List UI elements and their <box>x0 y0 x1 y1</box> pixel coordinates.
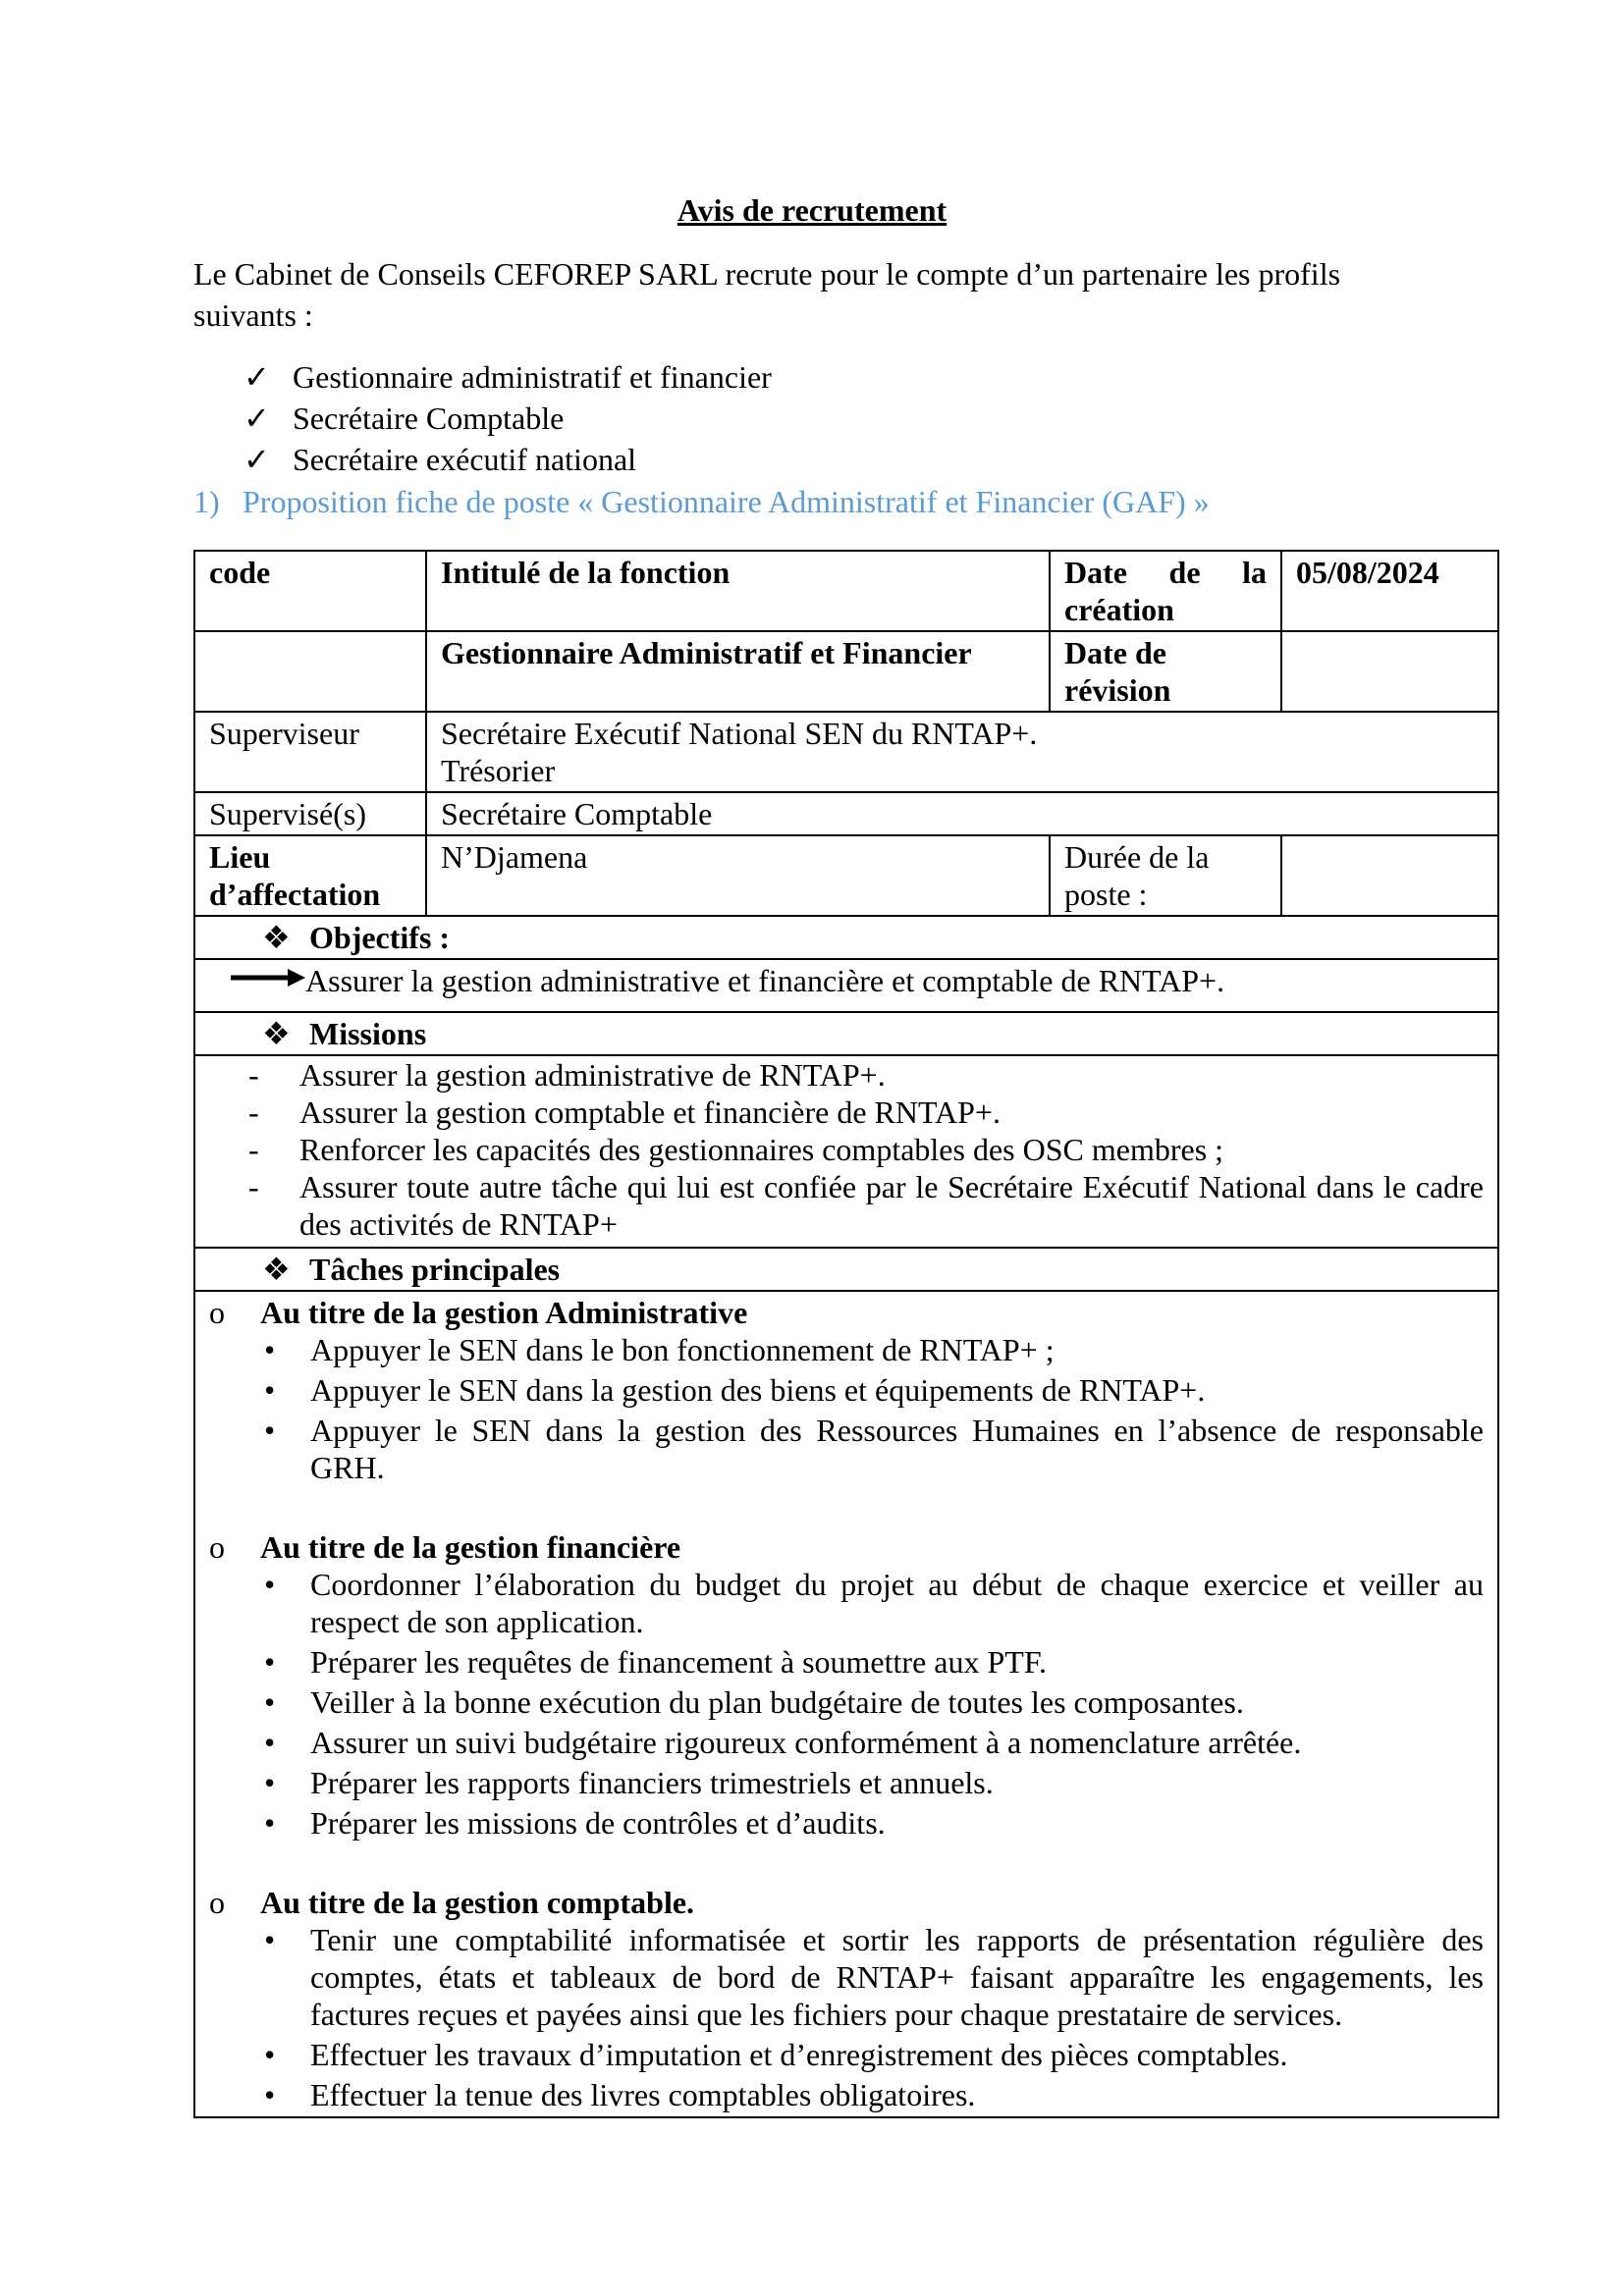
objectif-cell <box>194 959 1498 1012</box>
list-item: • Appuyer le SEN dans la gestion des biens et équipements de RNTAP+. <box>264 1372 1206 1408</box>
intro-paragraph: Le Cabinet de Conseils CEFOREP SARL recrute pour le compte d’un partenaire les profils suivants : <box>193 256 1341 333</box>
section-number: 1) <box>193 484 220 519</box>
section-text: Proposition fiche de poste « Gestionnaire Administratif et Financier (GAF) » <box>243 484 1210 519</box>
table-row <box>194 631 1498 712</box>
diamond-bullet-icon: ❖ <box>262 1252 291 1287</box>
list-item: - Assurer la gestion comptable et financière de RNTAP+. <box>248 1095 1001 1130</box>
table-row <box>194 1055 1498 1248</box>
task-list <box>195 1921 1497 2113</box>
table-row <box>194 1291 1498 2117</box>
supervises-value: Secrétaire Comptable <box>426 792 1498 835</box>
profile-item: ✓ Gestionnaire administratif et financier <box>244 356 772 398</box>
superviseur-label: Superviseur <box>194 712 426 792</box>
lieu-label: Lieu d’affectation <box>194 835 426 916</box>
task-list <box>195 1331 1497 1486</box>
table-row <box>194 792 1498 835</box>
table-row <box>194 1248 1498 1291</box>
table-row <box>194 835 1498 916</box>
list-item: • Effectuer les travaux d’imputation et d’enregistrement des pièces comptables. <box>264 2037 1288 2072</box>
list-item: - Assurer toute autre tâche qui lui est confiée par le Secrétaire Exécutif National dans le cadre des activités de RNTAP+ <box>248 1169 1484 1242</box>
objectif-text: Assurer la gestion administrative et financière et comptable de RNTAP+. <box>305 963 1225 998</box>
checkmark-icon: ✓ <box>244 442 270 477</box>
arrow-right-icon <box>231 967 305 988</box>
list-item: • Assurer un suivi budgétaire rigoureux conformément à a nomenclature arrêtée. <box>264 1725 1302 1760</box>
code-label: code <box>194 551 426 631</box>
intitule-value: Gestionnaire Administratif et Financier <box>426 631 1050 712</box>
table-row <box>194 959 1498 1012</box>
list-item: - Assurer la gestion administrative de RNTAP+. <box>248 1057 886 1093</box>
supervises-label: Supervisé(s) <box>194 792 426 835</box>
lieu-value: N’Djamena <box>426 835 1050 916</box>
missions-heading: ❖ Missions <box>194 1012 1498 1055</box>
task-list <box>195 1566 1497 1842</box>
table-row <box>194 1012 1498 1055</box>
duree-value <box>1281 835 1498 916</box>
profiles-list <box>244 356 772 480</box>
objectifs-heading: ❖ Objectifs : <box>194 916 1498 959</box>
code-value <box>194 631 426 712</box>
list-item: • Préparer les missions de contrôles et d’audits. <box>264 1805 886 1841</box>
list-item: • Préparer les requêtes de financement à soumettre aux PTF. <box>264 1644 1048 1680</box>
checkmark-icon: ✓ <box>244 359 270 395</box>
date-revision-label: Date de révision <box>1050 631 1281 712</box>
duree-label: Durée de la poste : <box>1050 835 1281 916</box>
list-item: • Appuyer le SEN dans la gestion des Ressources Humaines en l’absence de responsable GRH. <box>264 1413 1484 1485</box>
job-description-table <box>193 550 1499 2118</box>
missions-cell <box>194 1055 1498 1248</box>
group-title: o Au titre de la gestion Administrative <box>209 1295 748 1330</box>
list-item: • Tenir une comptabilité informatisée et sortir les rapports de présentation régulière des comptes, états et tableaux de bord de RNTAP+ faisant apparaître les engagements, les factures reçues et payées ainsi que les fichiers pour chaque prestataire de services. <box>264 1922 1484 2032</box>
list-item: - Renforcer les capacités des gestionnaires comptables des OSC membres ; <box>248 1132 1224 1167</box>
document-title: Avis de recrutement <box>677 192 947 228</box>
table-row <box>194 712 1498 792</box>
taches-cell <box>194 1291 1498 2117</box>
diamond-bullet-icon: ❖ <box>262 920 291 955</box>
group-title: o Au titre de la gestion comptable. <box>209 1885 695 1920</box>
missions-list <box>195 1056 1497 1247</box>
date-revision-value <box>1281 631 1498 712</box>
checkmark-icon: ✓ <box>244 400 270 436</box>
diamond-bullet-icon: ❖ <box>262 1016 291 1051</box>
list-item: • Effectuer la tenue des livres comptables obligatoires. <box>264 2077 976 2112</box>
date-creation-label: Date de la création <box>1050 551 1281 631</box>
intitule-label: Intitulé de la fonction <box>426 551 1050 631</box>
table-row <box>194 916 1498 959</box>
section-heading <box>193 481 1210 522</box>
date-creation-value: 05/08/2024 <box>1281 551 1498 631</box>
list-item: • Appuyer le SEN dans le bon fonctionnement de RNTAP+ ; <box>264 1332 1055 1367</box>
taches-heading: ❖ Tâches principales <box>194 1248 1498 1291</box>
profile-item: ✓ Secrétaire exécutif national <box>244 439 772 480</box>
list-item: • Coordonner l’élaboration du budget du projet au début de chaque exercice et veiller au respect de son application. <box>264 1567 1484 1639</box>
profile-item: ✓ Secrétaire Comptable <box>244 398 772 439</box>
list-item: • Préparer les rapports financiers trimestriels et annuels. <box>264 1765 994 1800</box>
group-title: o Au titre de la gestion financière <box>209 1529 681 1565</box>
list-item: • Veiller à la bonne exécution du plan budgétaire de toutes les composantes. <box>264 1684 1244 1720</box>
superviseur-value: Secrétaire Exécutif National SEN du RNTAP+. Trésorier <box>426 712 1498 792</box>
table-row <box>194 551 1498 631</box>
